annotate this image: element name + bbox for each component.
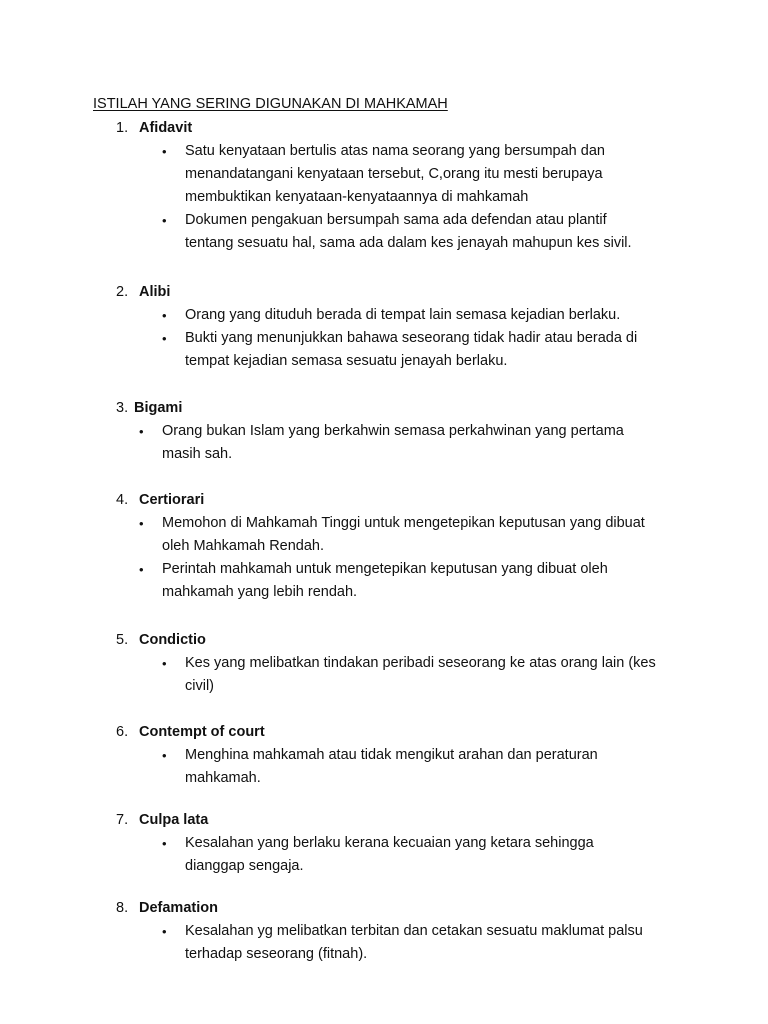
definition-text: Orang bukan Islam yang berkahwin semasa perkahwinan yang pertama masih sah. — [162, 423, 624, 462]
definition-text: Kesalahan yg melibatkan terbitan dan cetakan sesuatu maklumat palsu terhadap seseorang (fitnah). — [185, 923, 643, 962]
definition-list — [162, 304, 675, 373]
term-name: Culpa lata — [139, 812, 209, 828]
list-item — [162, 832, 645, 878]
definition-list — [162, 140, 655, 255]
definition-list — [162, 920, 685, 966]
list-item — [162, 209, 655, 255]
definition-list — [139, 512, 652, 604]
bullet-icon: • — [162, 836, 167, 851]
definition-text: Dokumen pengakuan bersumpah sama ada defendan atau plantif tentang sesuatu hal, sama ada dalam kes jenayah mahupun kes sivil. — [185, 212, 632, 251]
definition-text: Perintah mahkamah untuk mengetepikan keputusan yang dibuat oleh mahkamah yang lebih rendah. — [162, 561, 608, 600]
term-name: Contempt of court — [139, 724, 265, 740]
bullet-icon: • — [139, 424, 144, 439]
list-item — [139, 512, 652, 558]
term-number: 5. — [116, 632, 129, 648]
definition-text: Memohon di Mahkamah Tinggi untuk mengetepikan keputusan yang dibuat oleh Mahkamah Rendah. — [162, 515, 645, 554]
term-name: Condictio — [139, 632, 206, 648]
definition-text: Satu kenyataan bertulis atas nama seorang yang bersumpah dan menandatangani kenyataan tersebut, C,orang itu mesti berupaya membuktikan kenyataan-kenyataannya di mahkamah — [185, 143, 605, 205]
bullet-icon: • — [162, 331, 167, 346]
bullet-icon: • — [162, 308, 167, 323]
bullet-icon: • — [162, 213, 167, 228]
definition-text: Menghina mahkamah atau tidak mengikut arahan dan peraturan mahkamah. — [185, 747, 598, 786]
definition-list — [162, 652, 667, 698]
definition-list — [162, 832, 645, 878]
term-name: Afidavit — [139, 120, 193, 136]
list-item — [162, 327, 675, 373]
list-item — [162, 304, 675, 327]
definition-text: Bukti yang menunjukkan bahawa seseorang tidak hadir atau berada di tempat kejadian semasa sesuatu jenayah berlaku. — [185, 330, 638, 369]
term-name: Defamation — [139, 900, 218, 916]
list-item — [162, 652, 667, 698]
list-item — [139, 558, 652, 604]
document-title: ISTILAH YANG SERING DIGUNAKAN DI MAHKAMAH — [93, 96, 448, 112]
term-number: 4. — [116, 492, 129, 508]
definition-text: Kes yang melibatkan tindakan peribadi seseorang ke atas orang lain (kes civil) — [185, 655, 656, 694]
term-name: Bigami — [134, 400, 183, 416]
term-number: 3. — [116, 400, 129, 416]
definition-text: Kesalahan yang berlaku kerana kecuaian yang ketara sehingga dianggap sengaja. — [185, 835, 594, 874]
bullet-icon: • — [139, 516, 144, 531]
list-item — [162, 920, 685, 966]
term-number: 1. — [116, 120, 129, 136]
term-number: 7. — [116, 812, 129, 828]
list-item — [162, 744, 645, 790]
definition-text: Orang yang dituduh berada di tempat lain semasa kejadian berlaku. — [185, 307, 621, 323]
term-number: 8. — [116, 900, 129, 916]
term-number: 2. — [116, 284, 129, 300]
definition-list — [139, 420, 662, 466]
bullet-icon: • — [139, 562, 144, 577]
definition-list — [162, 744, 645, 790]
list-item — [139, 420, 662, 466]
bullet-icon: • — [162, 656, 167, 671]
bullet-icon: • — [162, 748, 167, 763]
term-number: 6. — [116, 724, 129, 740]
list-item — [162, 140, 655, 209]
bullet-icon: • — [162, 924, 167, 939]
bullet-icon: • — [162, 144, 167, 159]
term-name: Certiorari — [139, 492, 205, 508]
term-name: Alibi — [139, 284, 171, 300]
